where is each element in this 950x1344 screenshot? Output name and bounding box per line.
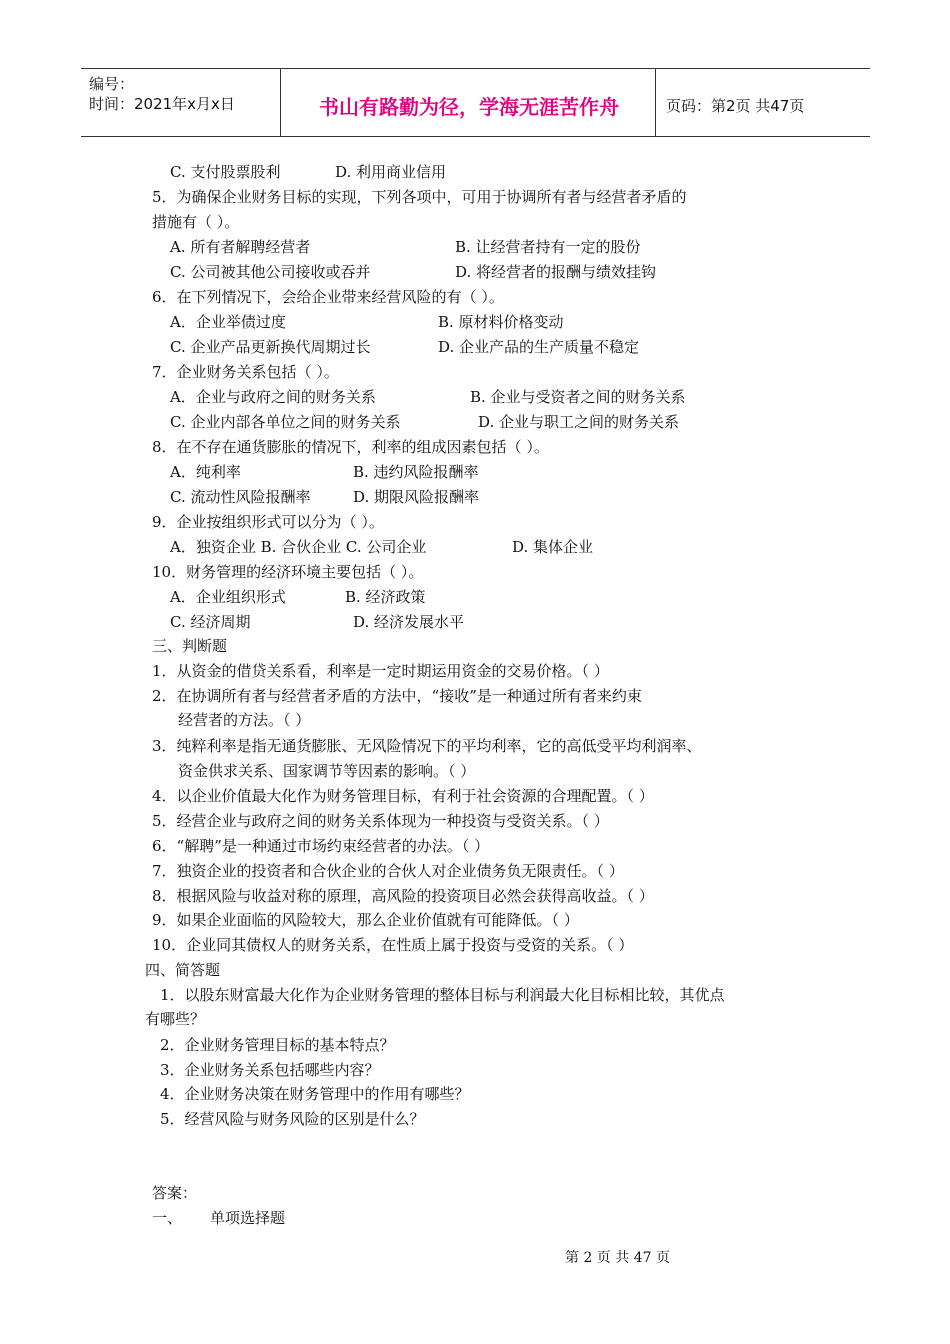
text-line: B. 让经营者持有一定的股份 — [455, 238, 641, 256]
header-divider — [655, 69, 656, 136]
text-line: A．纯利率 — [170, 463, 241, 481]
text-line: C. 企业内部各单位之间的财务关系 — [170, 413, 401, 431]
text-line: 9．如果企业面临的风险较大，那么企业价值就有可能降低。（ ） — [152, 911, 579, 929]
text-line: 1．从资金的借贷关系看，利率是一定时期运用资金的交易价格。（ ） — [152, 662, 609, 680]
text-line: D. 企业与职工之间的财务关系 — [478, 413, 680, 431]
text-line: 7．企业财务关系包括（ ）。 — [152, 363, 339, 381]
document-number-label: 编号： — [89, 75, 135, 93]
header-divider — [280, 69, 281, 136]
text-line: A．企业与政府之间的财务关系 — [170, 388, 376, 406]
text-line: D. 经济发展水平 — [353, 613, 465, 631]
text-line: B. 经济政策 — [345, 588, 426, 606]
text-line: 2．在协调所有者与经营者矛盾的方法中，“接收”是一种通过所有者来约束 — [152, 687, 642, 705]
header-motto: 书山有路勤为径，学海无涯苦作舟 — [319, 95, 619, 119]
text-line: C. 支付股票股利 — [170, 163, 281, 181]
text-line: 5．为确保企业财务目标的实现，下列各项中，可用于协调所有者与经营者矛盾的 — [152, 188, 687, 206]
document-date-label: 时间：2021年x月x日 — [89, 95, 235, 113]
text-line: C. 经济周期 — [170, 613, 251, 631]
text-line: 1．以股东财富最大化作为企业财务管理的整体目标与利润最大化目标相比较，其优点 — [160, 986, 725, 1004]
text-line: D. 将经营者的报酬与绩效挂钩 — [455, 263, 657, 281]
text-line: B. 违约风险报酬率 — [353, 463, 479, 481]
text-line: 一、 — [152, 1209, 183, 1227]
text-line: 8．在不存在通货膨胀的情况下，利率的组成因素包括（ ）。 — [152, 438, 549, 456]
text-line: D. 企业产品的生产质量不稳定 — [438, 338, 640, 356]
text-line: D. 集体企业 — [512, 538, 594, 556]
text-line: A．独资企业 B. 合伙企业 C. 公司企业 — [170, 538, 427, 556]
text-line: 4．以企业价值最大化作为财务管理目标，有利于社会资源的合理配置。（ ） — [152, 787, 654, 805]
text-line: 措施有（ ）。 — [152, 213, 240, 231]
text-line: 8．根据风险与收益对称的原理，高风险的投资项目必然会获得高收益。（ ） — [152, 887, 654, 905]
text-line: 有哪些？ — [145, 1010, 206, 1028]
text-line: A．企业举债过度 — [170, 313, 286, 331]
text-line: 4．企业财务决策在财务管理中的作用有哪些？ — [160, 1085, 470, 1103]
text-line: C. 流动性风险报酬率 — [170, 488, 311, 506]
text-line: 10．企业同其债权人的财务关系，在性质上属于投资与受资的关系。（ ） — [152, 936, 634, 954]
text-line: 单项选择题 — [210, 1209, 286, 1227]
text-line: 三、判断题 — [152, 637, 228, 655]
page-footer: 第 2 页 共 47 页 — [565, 1250, 670, 1266]
text-line: 答案： — [152, 1184, 198, 1202]
text-line: C. 企业产品更新换代周期过长 — [170, 338, 371, 356]
text-line: A．企业组织形式 — [170, 588, 286, 606]
text-line: 6．在下列情况下，会给企业带来经营风险的有（ ）。 — [152, 288, 504, 306]
text-line: 10．财务管理的经济环境主要包括（ ）。 — [152, 563, 424, 581]
text-line: B. 原材料价格变动 — [438, 313, 564, 331]
text-line: A. 所有者解聘经营者 — [170, 238, 311, 256]
text-line: 5．经营企业与政府之间的财务关系体现为一种投资与受资关系。（ ） — [152, 812, 609, 830]
text-line: B. 企业与受资者之间的财务关系 — [470, 388, 686, 406]
text-line: 7．独资企业的投资者和合伙企业的合伙人对企业债务负无限责任。（ ） — [152, 862, 624, 880]
text-line: 2．企业财务管理目标的基本特点？ — [160, 1036, 395, 1054]
text-line: 经营者的方法。（ ） — [178, 711, 311, 729]
text-line: 3．纯粹利率是指无通货膨胀、无风险情况下的平均利率，它的高低受平均利润率、 — [152, 737, 702, 755]
page-header — [81, 68, 870, 137]
text-line: 6．“解聘”是一种通过市场约束经营者的办法。（ ） — [152, 837, 490, 855]
text-line: 5．经营风险与财务风险的区别是什么？ — [160, 1110, 425, 1128]
header-page-number: 页码：第2页 共47页 — [666, 97, 805, 115]
text-line: C. 公司被其他公司接收或吞并 — [170, 263, 371, 281]
text-line: 9．企业按组织形式可以分为（ ）。 — [152, 513, 384, 531]
text-line: D. 利用商业信用 — [335, 163, 447, 181]
text-line: 3．企业财务关系包括哪些内容？ — [160, 1061, 380, 1079]
text-line: 资金供求关系、国家调节等因素的影响。（ ） — [178, 762, 476, 780]
text-line: 四、简答题 — [145, 961, 221, 979]
text-line: D. 期限风险报酬率 — [353, 488, 480, 506]
